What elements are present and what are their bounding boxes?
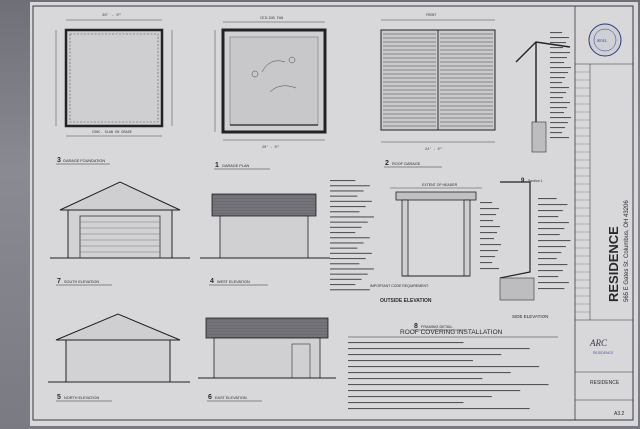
svg-text:CEILING FAN: CEILING FAN [260,17,284,21]
roof-garage-view [381,14,495,152]
svg-text:20' - 0": 20' - 0" [102,14,122,18]
view-title-south-elevation: SOUTH ELEVATION [64,280,100,284]
svg-text:SEAL: SEAL [597,38,607,43]
section-view [500,182,570,319]
svg-text:20' - 0": 20' - 0" [262,146,279,150]
side-elevation-label: SIDE ELEVATION [512,314,549,319]
garage-foundation-view [56,13,172,136]
view-title-west-elevation: WEST ELEVATION [217,280,250,284]
wall-section-detail [516,32,571,152]
extent-of-header-label: EXTENT OF HEADER [422,183,458,187]
project-title: RESIDENCE [606,226,621,302]
drawing-sheet [30,2,638,426]
view-number-south-elevation: 7 [57,278,61,285]
svg-text:FRONT: FRONT [426,14,437,18]
view-number-garage-plan: 1 [215,162,219,169]
view-title-garage-foundation: GARAGE FOUNDATION [63,159,106,163]
view-title-section: Section 1 [528,179,543,183]
svg-text:CONC. SLAB ON GRADE: CONC. SLAB ON GRADE [92,131,132,135]
framing-detail-view [370,183,501,304]
framing-notes [330,180,374,290]
roof-covering-notes [348,342,549,409]
view-number-framing-detail: 8 [414,323,418,330]
svg-text:24' - 0": 24' - 0" [425,148,442,152]
outside-elevation-label: OUTSIDE ELEVATION [380,298,432,304]
code-requirement-label: IMPORTANT CODE REQUIREMENT: [370,284,429,288]
view-number-garage-foundation: 3 [57,157,61,164]
view-number-west-elevation: 4 [210,278,214,285]
view-title-north-elevation: NORTH ELEVATION [64,396,100,400]
blueprint-drawing [30,2,638,426]
project-address: 565 E Gates St. Columbus, OH 43206 [624,200,630,302]
east-elevation-view [198,318,336,378]
view-title-framing-detail: FRAMING DETAIL [421,325,453,329]
client-name: RESIDENCE [590,380,620,386]
view-number-north-elevation: 5 [57,394,61,401]
arc-logo-sub: RESIDENCE [593,351,614,355]
north-elevation-view [48,314,190,382]
view-title-east-elevation: EAST ELEVATION [215,396,247,400]
west-elevation-view [200,194,330,258]
view-number-east-elevation: 6 [208,394,212,401]
arc-logo: ARC [590,338,607,348]
view-title-roof-garage: ROOF GARAGE [392,162,421,166]
south-elevation-view [50,182,190,258]
view-number-section: 9 [521,178,525,184]
garage-plan-view [215,17,325,150]
view-title-garage-plan: GARAGE PLAN [222,164,250,168]
view-number-roof-garage: 2 [385,160,389,167]
sheet-number: A3.2 [614,411,625,417]
roof-covering-title: ROOF COVERING INSTALLATION [400,329,503,336]
